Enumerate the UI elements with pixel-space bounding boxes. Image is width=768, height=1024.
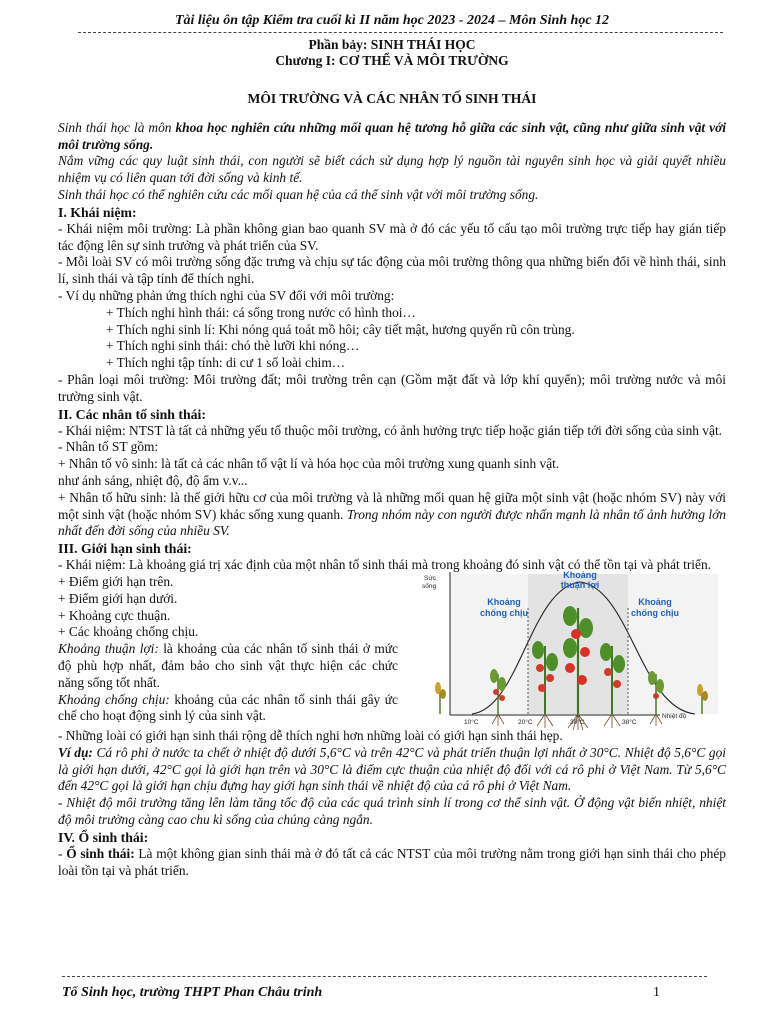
part-title: Phần bảy: SINH THÁI HỌC: [308, 37, 476, 52]
sec3-left-column: [58, 574, 398, 725]
section-3-heading: III. Giới hạn sinh thái:: [58, 541, 192, 557]
tolerance-zone-left-label: chống chịu: [480, 608, 528, 619]
section-3: [58, 540, 726, 829]
intro-paragraph-2: Nắm vững các quy luật sinh thái, con người sẽ biết cách sử dụng hợp lý nguồn tài nguyên sinh học và giải quyết nhiều nhiệm vụ có liên quan tới đời sống và kinh tế.: [58, 153, 726, 186]
document-header: Tài liệu ôn tập Kiểm tra cuối kì II năm học 2023 - 2024 – Môn Sinh học 12: [174, 13, 610, 28]
sec2-line-3: + Nhân tố vô sinh: là tất cả các nhân tố vật lí và hóa học của môi trường xung quanh sinh vật.: [58, 456, 560, 472]
sec2-line-4: như ánh sáng, nhiệt độ, độ ẩm v.v...: [58, 472, 248, 488]
sec2-line-2: - Nhân tố ST gồm:: [58, 439, 159, 455]
sec2-line-5: + Nhân tố hữu sinh: là thế giới hữu cơ của môi trường và là những mối quan hệ giữa một sinh vật (hoặc nhóm SV) này với một sinh vật (hoặc nhóm SV) khác sống xung quanh. Trong nhóm này con người được nhấn mạnh là nhân tố ảnh hưởng lớn nhất đến đời sống của nhiều SV.: [58, 489, 726, 539]
sec3-line-1: - Khái niệm: Là khoảng giá trị xác định của một nhân tố sinh thái mà trong khoảng đó sinh vật có thể tồn tại và phát triển.: [58, 557, 712, 573]
x-tick-label: 20°C: [518, 719, 533, 727]
x-axis-label: Nhiệt độ: [662, 713, 687, 721]
footer-school: Tổ Sinh học, trường THPT Phan Châu trinh: [62, 985, 323, 1000]
chapter-title: Chương I: CƠ THỂ VÀ MÔI TRƯỜNG: [275, 53, 509, 68]
sec3-def-tolerance: Khoảng chống chịu: khoảng của các nhân tố sinh thái gây ức chế cho hoạt động sinh lý của sinh vật.: [58, 691, 399, 724]
favorable-zone-label: thuận lợi: [560, 580, 600, 591]
sec3-def-favorable: Khoảng thuận lợi: là khoảng của các nhân tố sinh thái ở mức độ phù hợp nhất, đảm bảo cho sinh vật thực hiện các chức năng sống tốt nhất.: [58, 641, 398, 690]
footer-divider: [62, 976, 707, 977]
intro-paragraph-1: Sinh thái học là môn khoa học nghiên cứu những mối quan hệ tương hỗ giữa các sinh vật, cũng như giữa sinh vật với môi trường sống.: [58, 119, 726, 152]
tolerance-range-figure: [410, 568, 728, 736]
tolerance-zone-right-label: chống chịu: [631, 608, 679, 619]
page-number: 1: [653, 985, 660, 1000]
tolerance-zone-right-label: Khoảng: [638, 597, 672, 608]
x-tick-label: 38°C: [622, 719, 637, 727]
section-4-heading: IV. Ổ sinh thái:: [58, 829, 149, 845]
sec1-line-2: - Mỗi loài SV có môi trường sống đặc trưng và chịu sự tác động của môi trường thông qua những biến đổi về hình thái, sinh lí, sinh thái và tập tính để thích nghi.: [58, 254, 726, 287]
intro-paragraph-3: Sinh thái học có thể nghiên cứu các mối quan hệ của cá thể sinh vật với môi trường sống.: [58, 186, 539, 202]
sec3-example: Ví dụ: Cá rô phi ở nước ta chết ở nhiệt độ dưới 5,6°C và trên 42°C và phát triển thuận lợi nhất ở 30°C. Nhiệt độ 5,6°C gọi là giới hạn dưới, 42°C gọi là giới hạn trên và 30°C là điểm cực thuận của nhiệt độ đối với cá rô phi ở Việt Nam. Từ 5,6°C đến 42°C gọi là giới hạn chịu đựng hay giới hạn sinh thái về nhiệt độ của cá rô phi ở Việt Nam.: [58, 744, 726, 794]
section-1-heading: I. Khái niệm:: [58, 204, 137, 220]
sec4-line-1: - Ổ sinh thái: Là một không gian sinh thái mà ở đó tất cả các NTST của môi trường nằm trong giới hạn sinh thái cho phép loài tồn tại và phát triển.: [58, 845, 726, 878]
sec1-line-3: - Ví dụ những phản ứng thích nghi của SV đối với môi trường:: [58, 287, 395, 303]
sec2-line-1: - Khái niệm: NTST là tất cả những yếu tố thuộc môi trường, có ảnh hưởng trực tiếp hoặc gián tiếp tới đời sống của sinh vật.: [58, 422, 723, 438]
plant-icon: [435, 682, 446, 714]
sec3-line-3: - Nhiệt độ môi trường tăng lên làm tăng tốc độ của các quá trình sinh lí trong cơ thể sinh vật. Ở động vật biến nhiệt, nhiệt độ môi trường càng cao chu kì sống của chúng càng ngắn.: [58, 795, 726, 828]
tolerance-zone-left-label: Khoảng: [487, 597, 521, 608]
page-footer: [62, 976, 722, 1002]
y-axis-label: sống: [422, 583, 437, 591]
y-axis-label: Sức: [424, 575, 436, 583]
x-tick-label: 30°C: [570, 719, 585, 727]
sec1-line-4: - Phân loại môi trường: Môi trường đất; môi trường trên cạn (Gồm mặt đất và lớp khí quyển); môi trường nước và môi trường sinh vật.: [58, 371, 726, 404]
sec1-item-2: + Thích nghi sinh lí: Khi nóng quá toát mồ hôi; cây tiết mật, hương quyến rũ côn trùng.: [106, 321, 575, 337]
sec3-bullet-1: + Điểm giới hạn trên.: [58, 573, 174, 589]
x-tick-label: 10°C: [464, 719, 479, 727]
sec1-item-4: + Thích nghi tập tính: di cư 1 số loài chim…: [106, 355, 346, 371]
sec3-bullet-2: + Điểm giới hạn dưới.: [58, 590, 178, 606]
sec3-line-2: - Những loài có giới hạn sinh thái rộng dễ thích nghi hơn những loài có giới hạn sinh thái hẹp.: [58, 728, 563, 744]
document-page: [58, 12, 726, 879]
sec1-line-1: - Khái niệm môi trường: Là phần không gian bao quanh SV mà ở đó các yếu tố cấu tạo môi trường trực tiếp hay gián tiếp tác động lên sự sinh trưởng và phát triển của SV.: [58, 220, 726, 253]
section-2-heading: II. Các nhân tố sinh thái:: [58, 406, 206, 422]
sec3-bullet-3: + Khoảng cực thuận.: [58, 607, 171, 623]
sec3-bullet-4: + Các khoảng chống chịu.: [58, 624, 199, 640]
sec1-item-1: + Thích nghi hình thái: cá sống trong nước có hình thoi…: [106, 304, 416, 320]
lesson-title: MÔI TRƯỜNG VÀ CÁC NHÂN TỐ SINH THÁI: [247, 91, 537, 106]
favorable-zone-label: Khoảng: [563, 570, 597, 581]
sec1-item-3: + Thích nghi sinh thái: chó thè lưỡi khi nóng…: [106, 338, 360, 354]
header-divider: [78, 32, 723, 33]
